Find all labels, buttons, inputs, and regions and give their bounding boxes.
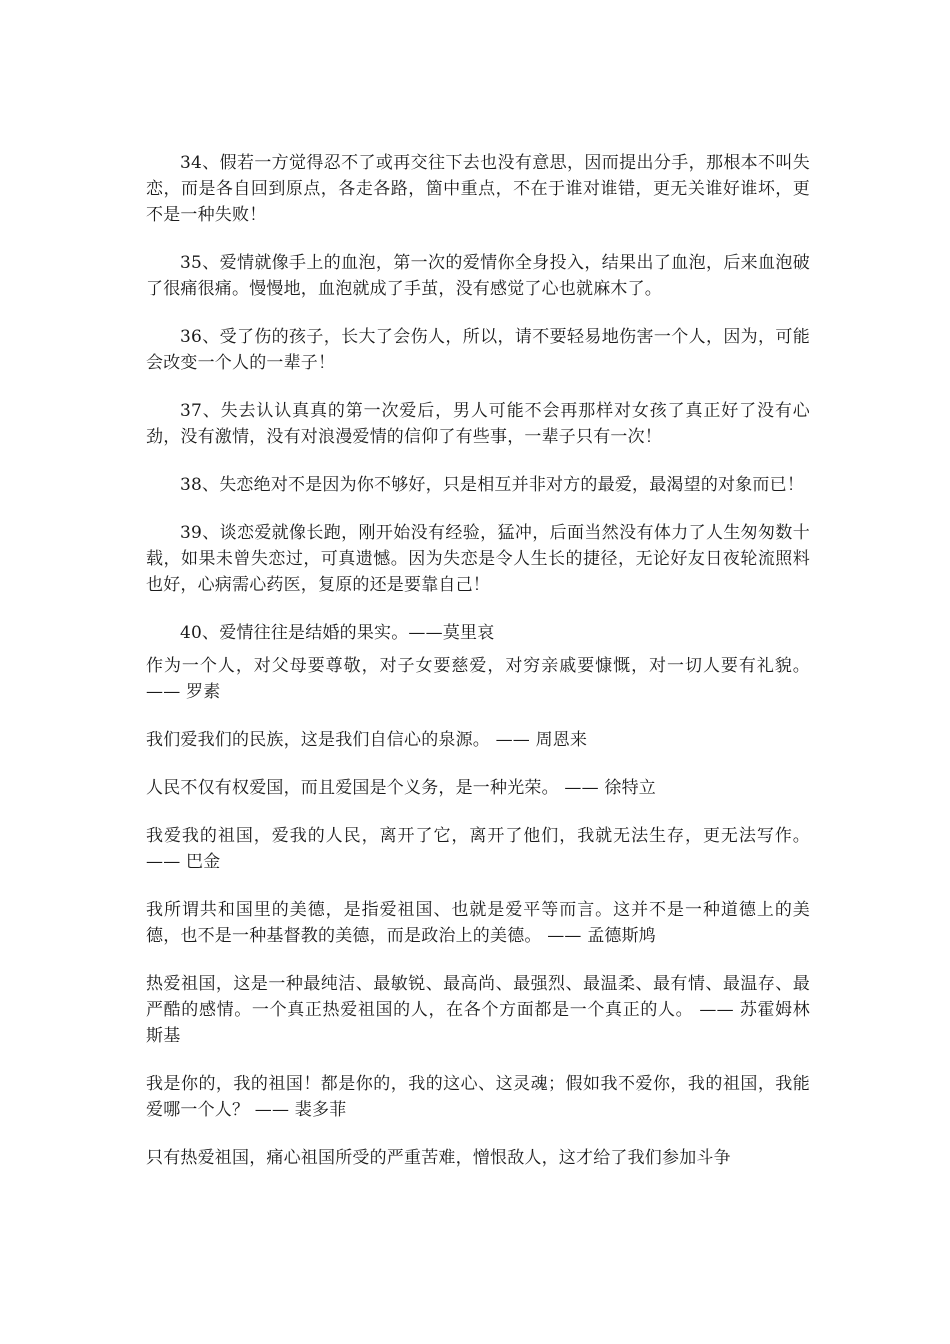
quote-sukhomlinsky: 热爱祖国，这是一种最纯洁、最敏锐、最高尚、最强烈、最温柔、最有情、最温存、最严酷的感情。一个真正热爱祖国的人，在各个方面都是一个真正的人。 —— 苏霍姆林斯基	[146, 974, 810, 1046]
quote-final-partial: 只有热爱祖国，痛心祖国所受的严重苦难，憎恨敌人，这才给了我们参加斗争	[146, 1148, 731, 1168]
paragraph-38: 38、失恋绝对不是因为你不够好，只是相互并非对方的最爱，最渴望的对象而已！	[180, 475, 805, 495]
quote-xu-teli: 人民不仅有权爱国，而且爱国是个义务，是一种光荣。 —— 徐特立	[146, 778, 657, 798]
quote-petofi: 我是你的，我的祖国！都是你的，我的这心、这灵魂；假如我不爱你，我的祖国，我能爱哪一个人？ —— 裴多菲	[146, 1074, 810, 1120]
paragraph-34: 34、假若一方觉得忍不了或再交往下去也没有意思，因而提出分手，那根本不叫失恋，而是各自回到原点，各走各路，箇中重点，不在于谁对谁错，更无关谁好谁坏，更不是一种失败！	[146, 153, 810, 225]
paragraph-37: 37、失去认认真真的第一次爱后，男人可能不会再那样对女孩了真正好了没有心劲，没有激情，没有对浪漫爱情的信仰了有些事，一辈子只有一次！	[146, 401, 810, 447]
quote-montesquieu: 我所谓共和国里的美德，是指爱祖国、也就是爱平等而言。这并不是一种道德上的美德，也不是一种基督教的美德，而是政治上的美德。 —— 孟德斯鸠	[146, 900, 810, 946]
quote-zhou-enlai: 我们爱我们的民族，这是我们自信心的泉源。 —— 周恩来	[146, 730, 588, 750]
paragraph-36: 36、受了伤的孩子，长大了会伤人，所以，请不要轻易地伤害一个人，因为，可能会改变一个人的一辈子！	[146, 327, 810, 373]
document-body	[146, 150, 810, 1193]
paragraph-40: 40、爱情往往是结婚的果实。——莫里哀	[180, 623, 495, 643]
paragraph-35: 35、爱情就像手上的血泡，第一次的爱情你全身投入，结果出了血泡，后来血泡破了很痛很痛。慢慢地，血泡就成了手茧，没有感觉了心也就麻木了。	[146, 253, 810, 299]
quote-ba-jin: 我爱我的祖国，爱我的人民，离开了它，离开了他们，我就无法生存，更无法写作。 —— 巴金	[146, 826, 810, 872]
paragraph-39: 39、谈恋爱就像长跑，刚开始没有经验，猛冲，后面当然没有体力了人生匆匆数十载，如果未曾失恋过，可真遗憾。因为失恋是令人生长的捷径，无论好友日夜轮流照料也好，心病需心药医，复原的还是要靠自己！	[146, 523, 810, 595]
quote-russell: 作为一个人，对父母要尊敬，对子女要慈爱，对穷亲戚要慷慨，对一切人要有礼貌。 —— 罗素	[146, 656, 810, 702]
